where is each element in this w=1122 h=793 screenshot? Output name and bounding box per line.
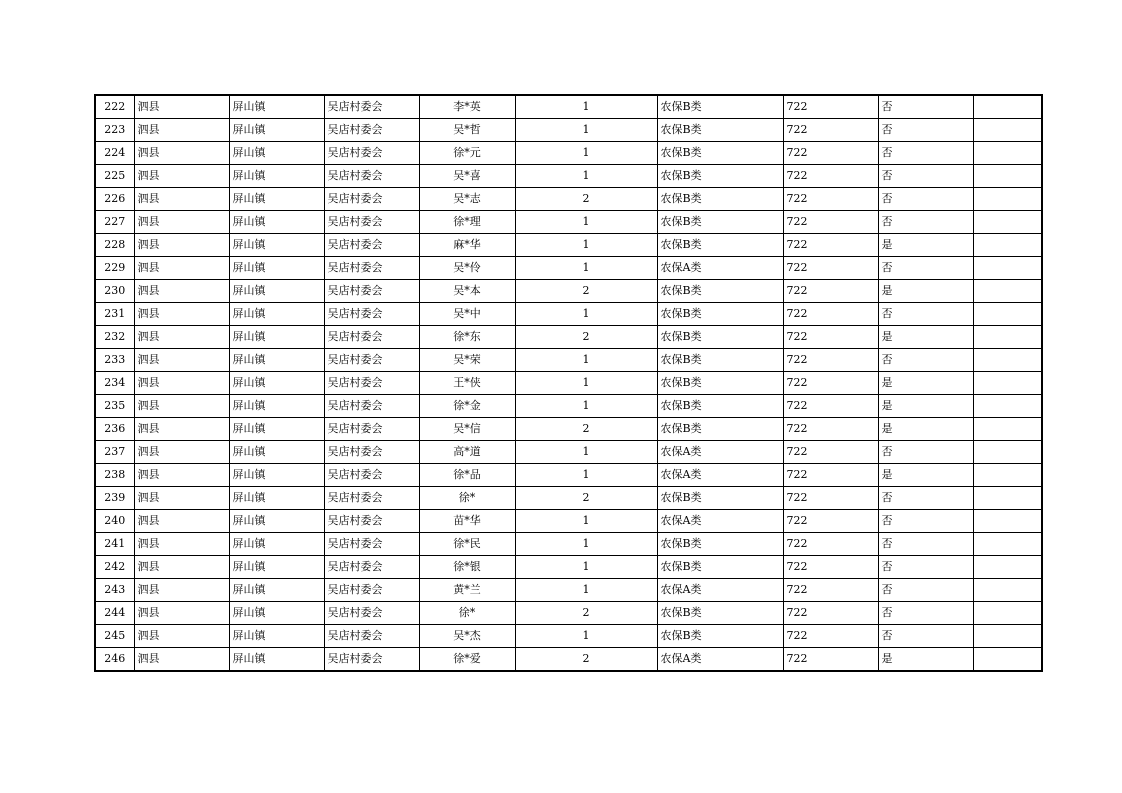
table-row — [95, 119, 1042, 142]
name-cell: 吴*志 — [419, 188, 515, 211]
town-cell: 屏山镇 — [229, 303, 324, 326]
remark-cell — [973, 602, 1042, 625]
insurance-type-cell: 农保B类 — [657, 533, 783, 556]
household-count-cell: 2 — [515, 487, 657, 510]
amount-cell: 722 — [783, 441, 878, 464]
flag-cell: 是 — [878, 372, 973, 395]
table-row — [95, 165, 1042, 188]
table-row — [95, 625, 1042, 648]
remark-cell — [973, 211, 1042, 234]
village-cell: 吴店村委会 — [324, 418, 419, 441]
town-cell: 屏山镇 — [229, 418, 324, 441]
town-cell: 屏山镇 — [229, 395, 324, 418]
village-cell: 吴店村委会 — [324, 257, 419, 280]
name-cell: 徐*民 — [419, 533, 515, 556]
insurance-type-cell: 农保A类 — [657, 579, 783, 602]
name-cell: 徐*理 — [419, 211, 515, 234]
flag-cell: 否 — [878, 188, 973, 211]
table-row — [95, 95, 1042, 119]
household-count-cell: 1 — [515, 165, 657, 188]
household-count-cell: 1 — [515, 349, 657, 372]
amount-cell: 722 — [783, 418, 878, 441]
county-cell: 泗县 — [134, 142, 229, 165]
household-count-cell: 1 — [515, 303, 657, 326]
flag-cell: 是 — [878, 326, 973, 349]
remark-cell — [973, 395, 1042, 418]
flag-cell: 否 — [878, 533, 973, 556]
row-index-cell: 246 — [95, 648, 134, 672]
amount-cell: 722 — [783, 95, 878, 119]
row-index-cell: 224 — [95, 142, 134, 165]
household-count-cell: 1 — [515, 510, 657, 533]
name-cell: 徐*爱 — [419, 648, 515, 672]
town-cell: 屏山镇 — [229, 487, 324, 510]
household-count-cell: 2 — [515, 280, 657, 303]
remark-cell — [973, 648, 1042, 672]
row-index-cell: 243 — [95, 579, 134, 602]
insurance-type-cell: 农保B类 — [657, 95, 783, 119]
village-cell: 吴店村委会 — [324, 234, 419, 257]
insurance-type-cell: 农保A类 — [657, 441, 783, 464]
remark-cell — [973, 349, 1042, 372]
household-count-cell: 2 — [515, 648, 657, 672]
flag-cell: 否 — [878, 602, 973, 625]
amount-cell: 722 — [783, 579, 878, 602]
flag-cell: 否 — [878, 556, 973, 579]
town-cell: 屏山镇 — [229, 280, 324, 303]
town-cell: 屏山镇 — [229, 188, 324, 211]
table-row — [95, 441, 1042, 464]
amount-cell: 722 — [783, 533, 878, 556]
amount-cell: 722 — [783, 142, 878, 165]
county-cell: 泗县 — [134, 602, 229, 625]
county-cell: 泗县 — [134, 441, 229, 464]
amount-cell: 722 — [783, 188, 878, 211]
insurance-type-cell: 农保A类 — [657, 510, 783, 533]
town-cell: 屏山镇 — [229, 556, 324, 579]
household-count-cell: 1 — [515, 95, 657, 119]
household-count-cell: 2 — [515, 326, 657, 349]
county-cell: 泗县 — [134, 648, 229, 672]
remark-cell — [973, 280, 1042, 303]
remark-cell — [973, 441, 1042, 464]
table-row — [95, 464, 1042, 487]
amount-cell: 722 — [783, 234, 878, 257]
village-cell: 吴店村委会 — [324, 211, 419, 234]
household-count-cell: 2 — [515, 602, 657, 625]
county-cell: 泗县 — [134, 533, 229, 556]
name-cell: 徐* — [419, 602, 515, 625]
insurance-type-cell: 农保B类 — [657, 211, 783, 234]
name-cell: 徐* — [419, 487, 515, 510]
village-cell: 吴店村委会 — [324, 165, 419, 188]
county-cell: 泗县 — [134, 211, 229, 234]
flag-cell: 是 — [878, 395, 973, 418]
insurance-type-cell: 农保B类 — [657, 487, 783, 510]
household-count-cell: 1 — [515, 395, 657, 418]
row-index-cell: 222 — [95, 95, 134, 119]
flag-cell: 是 — [878, 418, 973, 441]
amount-cell: 722 — [783, 165, 878, 188]
town-cell: 屏山镇 — [229, 579, 324, 602]
row-index-cell: 241 — [95, 533, 134, 556]
table-body — [95, 95, 1042, 671]
household-count-cell: 1 — [515, 464, 657, 487]
row-index-cell: 229 — [95, 257, 134, 280]
row-index-cell: 245 — [95, 625, 134, 648]
flag-cell: 否 — [878, 257, 973, 280]
row-index-cell: 233 — [95, 349, 134, 372]
village-cell: 吴店村委会 — [324, 326, 419, 349]
town-cell: 屏山镇 — [229, 441, 324, 464]
row-index-cell: 235 — [95, 395, 134, 418]
remark-cell — [973, 234, 1042, 257]
insurance-type-cell: 农保B类 — [657, 142, 783, 165]
insurance-type-cell: 农保A类 — [657, 257, 783, 280]
table-row — [95, 257, 1042, 280]
town-cell: 屏山镇 — [229, 602, 324, 625]
county-cell: 泗县 — [134, 464, 229, 487]
insurance-type-cell: 农保B类 — [657, 418, 783, 441]
amount-cell: 722 — [783, 487, 878, 510]
amount-cell: 722 — [783, 510, 878, 533]
town-cell: 屏山镇 — [229, 372, 324, 395]
household-count-cell: 1 — [515, 211, 657, 234]
name-cell: 吴*伶 — [419, 257, 515, 280]
table-row — [95, 234, 1042, 257]
amount-cell: 722 — [783, 464, 878, 487]
town-cell: 屏山镇 — [229, 464, 324, 487]
flag-cell: 否 — [878, 579, 973, 602]
household-count-cell: 1 — [515, 441, 657, 464]
table-row — [95, 579, 1042, 602]
village-cell: 吴店村委会 — [324, 533, 419, 556]
village-cell: 吴店村委会 — [324, 579, 419, 602]
remark-cell — [973, 142, 1042, 165]
household-count-cell: 1 — [515, 372, 657, 395]
flag-cell: 否 — [878, 510, 973, 533]
flag-cell: 否 — [878, 95, 973, 119]
table-row — [95, 602, 1042, 625]
town-cell: 屏山镇 — [229, 326, 324, 349]
county-cell: 泗县 — [134, 487, 229, 510]
name-cell: 徐*银 — [419, 556, 515, 579]
village-cell: 吴店村委会 — [324, 556, 419, 579]
amount-cell: 722 — [783, 395, 878, 418]
village-cell: 吴店村委会 — [324, 441, 419, 464]
village-cell: 吴店村委会 — [324, 372, 419, 395]
household-count-cell: 2 — [515, 188, 657, 211]
table-row — [95, 418, 1042, 441]
name-cell: 徐*品 — [419, 464, 515, 487]
table-row — [95, 142, 1042, 165]
town-cell: 屏山镇 — [229, 234, 324, 257]
county-cell: 泗县 — [134, 119, 229, 142]
village-cell: 吴店村委会 — [324, 349, 419, 372]
town-cell: 屏山镇 — [229, 257, 324, 280]
flag-cell: 是 — [878, 234, 973, 257]
table-row — [95, 326, 1042, 349]
insurance-type-cell: 农保B类 — [657, 556, 783, 579]
row-index-cell: 237 — [95, 441, 134, 464]
town-cell: 屏山镇 — [229, 119, 324, 142]
name-cell: 吴*杰 — [419, 625, 515, 648]
table-row — [95, 648, 1042, 672]
amount-cell: 722 — [783, 280, 878, 303]
table-row — [95, 280, 1042, 303]
data-table — [94, 94, 1043, 672]
amount-cell: 722 — [783, 349, 878, 372]
remark-cell — [973, 556, 1042, 579]
flag-cell: 否 — [878, 441, 973, 464]
remark-cell — [973, 372, 1042, 395]
table-row — [95, 349, 1042, 372]
county-cell: 泗县 — [134, 510, 229, 533]
amount-cell: 722 — [783, 602, 878, 625]
flag-cell: 否 — [878, 142, 973, 165]
name-cell: 吴*喜 — [419, 165, 515, 188]
town-cell: 屏山镇 — [229, 533, 324, 556]
insurance-type-cell: 农保B类 — [657, 165, 783, 188]
remark-cell — [973, 188, 1042, 211]
remark-cell — [973, 165, 1042, 188]
row-index-cell: 236 — [95, 418, 134, 441]
village-cell: 吴店村委会 — [324, 487, 419, 510]
row-index-cell: 239 — [95, 487, 134, 510]
town-cell: 屏山镇 — [229, 165, 324, 188]
household-count-cell: 1 — [515, 533, 657, 556]
row-index-cell: 232 — [95, 326, 134, 349]
amount-cell: 722 — [783, 257, 878, 280]
household-count-cell: 1 — [515, 556, 657, 579]
county-cell: 泗县 — [134, 303, 229, 326]
insurance-type-cell: 农保B类 — [657, 395, 783, 418]
village-cell: 吴店村委会 — [324, 602, 419, 625]
county-cell: 泗县 — [134, 556, 229, 579]
amount-cell: 722 — [783, 648, 878, 672]
household-count-cell: 1 — [515, 257, 657, 280]
name-cell: 吴*哲 — [419, 119, 515, 142]
county-cell: 泗县 — [134, 95, 229, 119]
insurance-type-cell: 农保A类 — [657, 464, 783, 487]
village-cell: 吴店村委会 — [324, 648, 419, 672]
table-row — [95, 211, 1042, 234]
remark-cell — [973, 257, 1042, 280]
amount-cell: 722 — [783, 211, 878, 234]
county-cell: 泗县 — [134, 625, 229, 648]
amount-cell: 722 — [783, 326, 878, 349]
town-cell: 屏山镇 — [229, 510, 324, 533]
village-cell: 吴店村委会 — [324, 464, 419, 487]
insurance-type-cell: 农保B类 — [657, 280, 783, 303]
table-row — [95, 303, 1042, 326]
household-count-cell: 2 — [515, 418, 657, 441]
name-cell: 吴*本 — [419, 280, 515, 303]
amount-cell: 722 — [783, 119, 878, 142]
household-count-cell: 1 — [515, 119, 657, 142]
remark-cell — [973, 510, 1042, 533]
village-cell: 吴店村委会 — [324, 510, 419, 533]
town-cell: 屏山镇 — [229, 625, 324, 648]
row-index-cell: 228 — [95, 234, 134, 257]
remark-cell — [973, 464, 1042, 487]
insurance-type-cell: 农保B类 — [657, 326, 783, 349]
flag-cell: 否 — [878, 119, 973, 142]
flag-cell: 否 — [878, 303, 973, 326]
county-cell: 泗县 — [134, 579, 229, 602]
amount-cell: 722 — [783, 556, 878, 579]
name-cell: 苗*华 — [419, 510, 515, 533]
village-cell: 吴店村委会 — [324, 119, 419, 142]
village-cell: 吴店村委会 — [324, 280, 419, 303]
county-cell: 泗县 — [134, 280, 229, 303]
flag-cell: 否 — [878, 487, 973, 510]
remark-cell — [973, 95, 1042, 119]
flag-cell: 否 — [878, 349, 973, 372]
row-index-cell: 227 — [95, 211, 134, 234]
name-cell: 吴*荣 — [419, 349, 515, 372]
insurance-type-cell: 农保B类 — [657, 349, 783, 372]
county-cell: 泗县 — [134, 418, 229, 441]
insurance-type-cell: 农保B类 — [657, 119, 783, 142]
remark-cell — [973, 487, 1042, 510]
flag-cell: 是 — [878, 648, 973, 672]
name-cell: 徐*元 — [419, 142, 515, 165]
table-row — [95, 533, 1042, 556]
insurance-type-cell: 农保B类 — [657, 303, 783, 326]
name-cell: 吴*信 — [419, 418, 515, 441]
table-row — [95, 395, 1042, 418]
remark-cell — [973, 119, 1042, 142]
county-cell: 泗县 — [134, 165, 229, 188]
row-index-cell: 242 — [95, 556, 134, 579]
row-index-cell: 231 — [95, 303, 134, 326]
remark-cell — [973, 303, 1042, 326]
town-cell: 屏山镇 — [229, 349, 324, 372]
table-row — [95, 188, 1042, 211]
county-cell: 泗县 — [134, 395, 229, 418]
remark-cell — [973, 579, 1042, 602]
remark-cell — [973, 326, 1042, 349]
flag-cell: 否 — [878, 625, 973, 648]
insurance-type-cell: 农保B类 — [657, 234, 783, 257]
flag-cell: 否 — [878, 211, 973, 234]
amount-cell: 722 — [783, 372, 878, 395]
remark-cell — [973, 418, 1042, 441]
town-cell: 屏山镇 — [229, 142, 324, 165]
town-cell: 屏山镇 — [229, 95, 324, 119]
insurance-type-cell: 农保A类 — [657, 648, 783, 672]
insurance-type-cell: 农保B类 — [657, 625, 783, 648]
remark-cell — [973, 533, 1042, 556]
insurance-type-cell: 农保B类 — [657, 188, 783, 211]
row-index-cell: 234 — [95, 372, 134, 395]
household-count-cell: 1 — [515, 234, 657, 257]
insurance-type-cell: 农保B类 — [657, 372, 783, 395]
county-cell: 泗县 — [134, 372, 229, 395]
household-count-cell: 1 — [515, 142, 657, 165]
village-cell: 吴店村委会 — [324, 395, 419, 418]
table-row — [95, 510, 1042, 533]
flag-cell: 否 — [878, 165, 973, 188]
village-cell: 吴店村委会 — [324, 625, 419, 648]
name-cell: 徐*金 — [419, 395, 515, 418]
name-cell: 王*侠 — [419, 372, 515, 395]
name-cell: 徐*东 — [419, 326, 515, 349]
flag-cell: 是 — [878, 464, 973, 487]
flag-cell: 是 — [878, 280, 973, 303]
table-row — [95, 372, 1042, 395]
row-index-cell: 230 — [95, 280, 134, 303]
insurance-type-cell: 农保B类 — [657, 602, 783, 625]
amount-cell: 722 — [783, 625, 878, 648]
household-count-cell: 1 — [515, 625, 657, 648]
name-cell: 高*道 — [419, 441, 515, 464]
row-index-cell: 244 — [95, 602, 134, 625]
remark-cell — [973, 625, 1042, 648]
household-count-cell: 1 — [515, 579, 657, 602]
name-cell: 吴*中 — [419, 303, 515, 326]
name-cell: 黄*兰 — [419, 579, 515, 602]
row-index-cell: 225 — [95, 165, 134, 188]
village-cell: 吴店村委会 — [324, 142, 419, 165]
village-cell: 吴店村委会 — [324, 303, 419, 326]
amount-cell: 722 — [783, 303, 878, 326]
row-index-cell: 223 — [95, 119, 134, 142]
county-cell: 泗县 — [134, 349, 229, 372]
county-cell: 泗县 — [134, 188, 229, 211]
village-cell: 吴店村委会 — [324, 95, 419, 119]
table-row — [95, 487, 1042, 510]
county-cell: 泗县 — [134, 257, 229, 280]
town-cell: 屏山镇 — [229, 211, 324, 234]
town-cell: 屏山镇 — [229, 648, 324, 672]
county-cell: 泗县 — [134, 234, 229, 257]
name-cell: 李*英 — [419, 95, 515, 119]
county-cell: 泗县 — [134, 326, 229, 349]
row-index-cell: 226 — [95, 188, 134, 211]
row-index-cell: 240 — [95, 510, 134, 533]
village-cell: 吴店村委会 — [324, 188, 419, 211]
name-cell: 麻*华 — [419, 234, 515, 257]
table-row — [95, 556, 1042, 579]
row-index-cell: 238 — [95, 464, 134, 487]
